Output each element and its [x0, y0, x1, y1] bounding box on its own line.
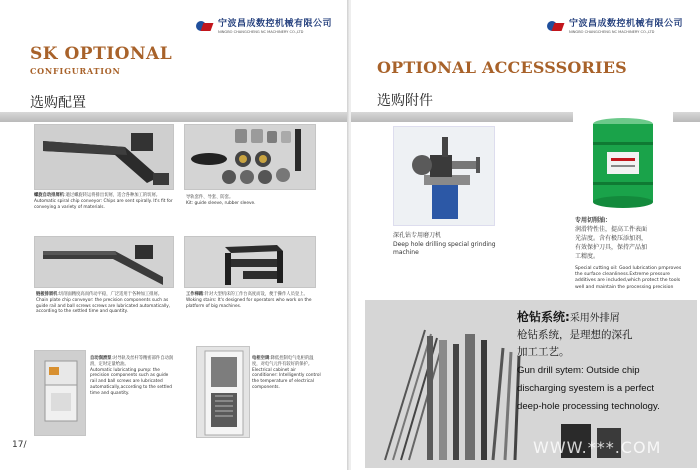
caption-en: Woking stairs: It's designed for operators who work on the platform of big machines. — [186, 297, 312, 309]
caption-chain-conveyor — [36, 292, 176, 315]
gun-drill-cn-title: 枪钻系统: — [517, 310, 570, 324]
caption-title: 电柜空调 — [252, 356, 270, 361]
caption-en: Special cutting oil: Good lubrication pmproves the surface cleanliness.Extreme pressure additives are included,which protect the tools well and maintain the processing precision — [575, 266, 682, 290]
oil-line: 有效保护刀具，保持产品加 — [575, 244, 648, 251]
caption-title: 自动润滑泵 — [90, 356, 112, 361]
caption-en: Automatic spiral chip conveyor: Chips are sent spirally. It's fit for conveying a variety of materials. — [34, 198, 173, 210]
grinder-photo — [393, 126, 495, 226]
caption-en: Electrical cabinet air conditioner: Intelligently control the temperature of electrical components. — [252, 367, 321, 390]
caption-cabinet-ac — [252, 356, 322, 391]
page-number: 17/ — [12, 440, 27, 450]
caption-kit — [186, 195, 316, 207]
gun-drill-cn-2: 枪钻系统，是理想的深孔 — [517, 329, 633, 341]
caption-en: Deep hole drilling special grinding machine — [393, 240, 496, 257]
oil-line: 工精度。 — [575, 253, 600, 260]
heading-cn: 选购配置 — [30, 95, 86, 111]
gun-drill-en-1: Gun drill sytem: Outside chip — [517, 365, 640, 376]
cabinet-ac-photo — [196, 346, 250, 438]
caption-cn: :切削面精度高而传动平稳，广泛适用于各种加工排屑。 — [57, 292, 163, 297]
gun-drill-cn-tail: 采用外排屑 — [569, 313, 620, 324]
watermark: WWW.***.COM — [533, 438, 662, 457]
oil-title: 专用切削油： — [575, 217, 612, 224]
work-stairs-photo — [184, 236, 316, 288]
caption-spiral-conveyor — [34, 193, 176, 210]
lubrication-pump-photo — [34, 350, 86, 436]
caption-title: 工作梯踏 — [186, 292, 204, 297]
logo-icon — [196, 21, 214, 33]
company-name-en: NINGBO CHANGCHENG NC MACHINERY CO.,LTD — [569, 30, 655, 34]
oil-line: 润滑特性佳，提高工件表面 — [575, 226, 648, 233]
gun-drill-cn-3: 加工工艺。 — [517, 346, 570, 358]
chain-conveyor-photo — [34, 236, 174, 288]
caption-cn: 深孔钻专用磨刀机 — [393, 232, 442, 239]
caption-oil — [575, 216, 685, 261]
heading-en: SK OPTIONAL — [30, 44, 173, 64]
gun-drill-text — [517, 308, 693, 359]
company-name-cn: 宁波昌成数控机械有限公司 — [218, 19, 333, 29]
spiral-conveyor-photo — [34, 124, 174, 190]
gun-drill-en-2: discharging syestem is a perfect — [517, 383, 655, 395]
heading-en-sub: CONFIGURATION — [30, 66, 121, 76]
heading-cn: 选购附件 — [377, 93, 433, 109]
caption-cn: :適过螺旋转运将排出切屑，适合各种加工的切屑。 — [64, 193, 161, 198]
company-name-en: NINGBO CHANGCHENG NC MACHINERY CO.,LTD — [218, 30, 304, 34]
right-page — [351, 0, 700, 470]
company-name-cn: 宁波昌成数控机械有限公司 — [569, 19, 684, 29]
oil-drum-photo — [573, 112, 673, 212]
company-logo — [196, 20, 332, 35]
caption-grinder — [393, 232, 513, 258]
heading-en: OPTIONAL ACCESSSORIES — [377, 58, 627, 77]
caption-en: Kit: guide sleeve, rubber sleeve. — [186, 200, 256, 206]
oil-line: 光洁度。含有极压添加剂， — [575, 235, 648, 242]
gun-drill-en-text — [517, 362, 697, 417]
caption-cn: :针对大型机床的工作台高度而设，便于操作人员登上。 — [203, 292, 308, 297]
caption-title: 链板排屑机 — [36, 292, 58, 297]
caption-work-stairs — [186, 292, 316, 309]
gun-drill-cn-1 — [517, 308, 693, 325]
caption-en: Chain plate chip conveyor: the precision components such as guide rail and ball screws screws are lubricated automatically, according to the settled time and quantity. — [36, 297, 171, 315]
kit-photo — [184, 124, 316, 190]
caption-cn: :对导轨及丝杆等精密部件自动润滑，定时定量给油。 — [90, 356, 174, 367]
caption-title: 螺旋自动排屑机 — [34, 193, 65, 198]
caption-cn: 导轨套件、导套、防套。 — [186, 195, 234, 200]
caption-cn: :降低控制电气电柜的温度，对电气元件有较好的保护。 — [252, 356, 314, 367]
company-logo — [547, 20, 683, 35]
logo-icon — [547, 21, 565, 33]
section-band — [0, 112, 349, 122]
caption-lubrication-pump — [90, 356, 176, 397]
gun-drill-en-3: deep-hole processing technology. — [517, 401, 660, 413]
caption-oil-en — [575, 266, 687, 291]
left-page — [0, 0, 349, 470]
caption-en: Automatic lubricating pump: the precision components such as guide rail and ball screws are lubricated automatically,according to the settled time and quantity. — [90, 367, 172, 396]
